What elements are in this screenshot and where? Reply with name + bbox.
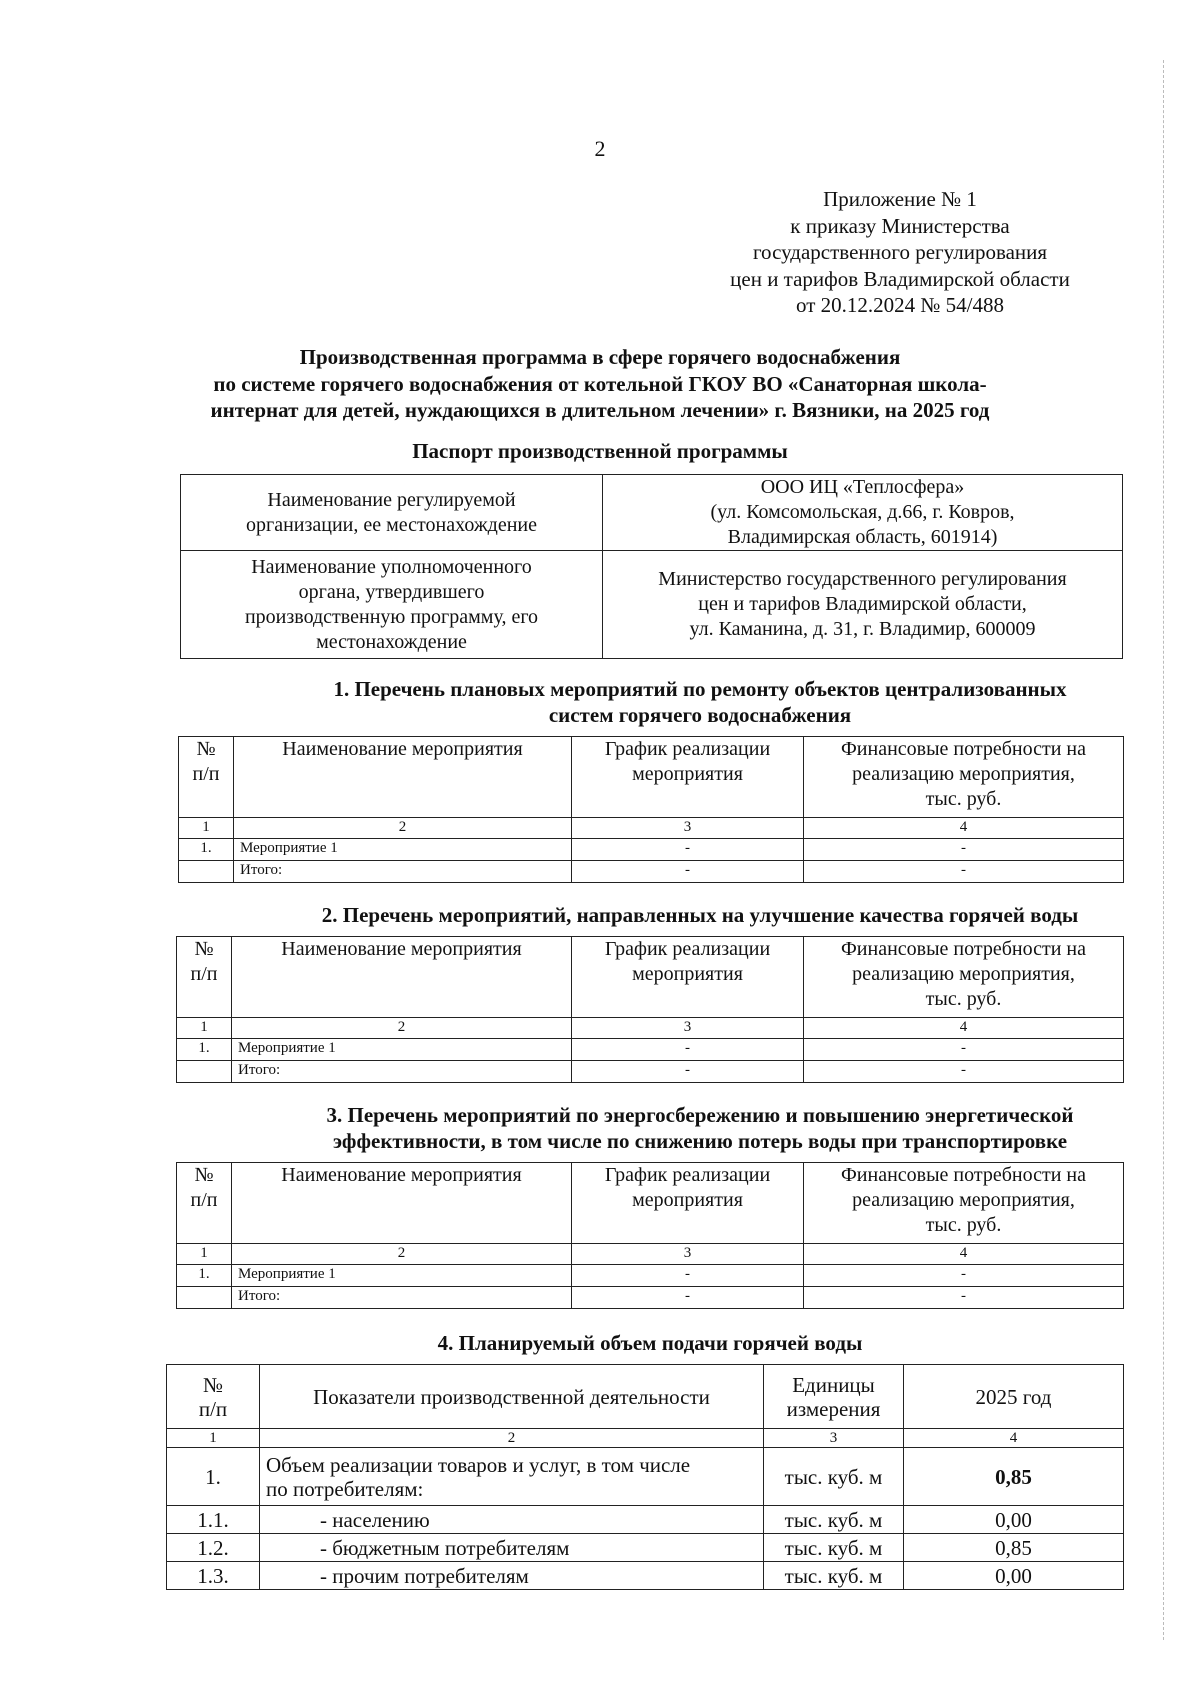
col-year-header: 2025 год [904,1365,1124,1429]
table-row: 1.3. - прочим потребителям тыс. куб. м 0,00 [167,1562,1124,1590]
appendix-line: от 20.12.2024 № 54/488 [795,293,1005,317]
page-number: 2 [594,136,606,161]
appendix-line: Приложение № 1 [823,187,977,211]
column-number-row: 1 2 3 4 [177,1018,1124,1039]
table-row: 1. Мероприятие 1 - - [177,1265,1124,1287]
passport-value: Министерство государственного регулирования цен и тарифов Владимирской области, ул. Каманина, д. 31, г. Владимир, 600009 [603,551,1123,659]
table-row: 1.1. - населению тыс. куб. м 0,00 [167,1506,1124,1534]
col-schedule-header: График реализации мероприятия [572,1163,804,1244]
passport-row [181,475,1123,551]
table-total-row: Итого: - - [177,1287,1124,1309]
section-1-heading: 1. Перечень плановых мероприятий по ремонту объектов централизованных систем горячего водоснабжения [333,677,1067,727]
col-name-header: Наименование мероприятия [232,937,572,1018]
section-3-heading: 3. Перечень мероприятий по энергосбережению и повышению энергетической эффективности, в том числе по снижению потерь воды при транспортировке [326,1103,1074,1153]
appendix-line: к приказу Министерства [790,213,1010,238]
column-number-row: 1 2 3 4 [167,1429,1124,1448]
table-row: 1. Мероприятие 1 - - [179,839,1124,861]
col-unit-header: Единицы измерения [764,1365,904,1429]
col-finance-header: Финансовые потребности на реализацию мероприятия, тыс. руб. [804,1163,1124,1244]
col-number-header: № п/п [179,737,234,818]
volume-table [166,1364,1124,1590]
passport-table [180,474,1123,659]
col-number-header: № п/п [177,937,232,1018]
table-header-row [177,1163,1124,1244]
column-number-row: 1 2 3 4 [177,1244,1124,1265]
title-line: Производственная программа в сфере горячего водоснабжения [299,345,901,369]
section-3-table [176,1162,1124,1309]
col-schedule-header: График реализации мероприятия [572,737,804,818]
appendix-block [640,186,1160,319]
document-title [100,344,1100,424]
table-row: 1. Мероприятие 1 - - [177,1039,1124,1061]
table-row: 1.2. - бюджетным потребителям тыс. куб. м 0,85 [167,1534,1124,1562]
table-header-row [167,1365,1124,1429]
col-schedule-header: График реализации мероприятия [572,937,804,1018]
passport-label: Наименование регулируемой организации, ее местонахождение [181,475,603,551]
section-1-table [178,736,1124,883]
col-finance-header: Финансовые потребности на реализацию мероприятия, тыс. руб. [804,937,1124,1018]
passport-row [181,551,1123,659]
col-indicator-header: Показатели производственной деятельности [260,1365,764,1429]
column-number-row: 1 2 3 4 [179,818,1124,839]
title-line: интернат для детей, нуждающихся в длительном лечении» г. Вязники, на 2025 год [210,398,990,422]
table-header-row [177,937,1124,1018]
table-row: 1. Объем реализации товаров и услуг, в том числе по потребителям: тыс. куб. м 0,85 [167,1448,1124,1506]
passport-label: Наименование уполномоченного органа, утвердившего производственную программу, его местонахождение [181,551,603,659]
passport-value: ООО ИЦ «Теплосфера» (ул. Комсомольская, д.66, г. Ковров, Владимирская область, 601914) [603,475,1123,551]
section-2-table [176,936,1124,1083]
col-name-header: Наименование мероприятия [232,1163,572,1244]
appendix-line: цен и тарифов Владимирской области [730,266,1070,291]
passport-heading: Паспорт производственной программы [412,439,788,463]
col-finance-header: Финансовые потребности на реализацию мероприятия, тыс. руб. [804,737,1124,818]
section-4-heading: 4. Планируемый объем подачи горячей воды [437,1331,863,1355]
appendix-line: государственного регулирования [752,240,1048,264]
section-2-heading: 2. Перечень мероприятий, направленных на улучшение качества горячей воды [321,903,1079,927]
col-number-header: № п/п [167,1365,260,1429]
title-line: по системе горячего водоснабжения от котельной ГКОУ ВО «Санаторная школа- [213,371,987,396]
table-header-row [179,737,1124,818]
col-number-header: № п/п [177,1163,232,1244]
col-name-header: Наименование мероприятия [234,737,572,818]
scan-edge-artifact [1161,60,1164,1640]
table-total-row: Итого: - - [177,1061,1124,1083]
table-total-row: Итого: - - [179,861,1124,883]
